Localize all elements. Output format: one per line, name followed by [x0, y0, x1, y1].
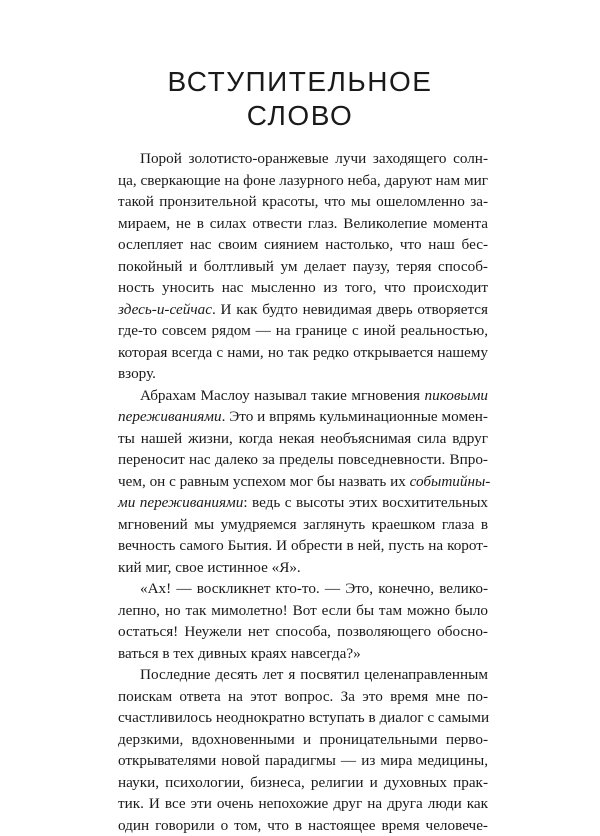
- text-run: чем, он с равным успехом мог бы назвать их: [118, 473, 410, 490]
- text-line: [118, 471, 488, 493]
- chapter-body: [118, 148, 488, 836]
- emphasis-text: здесь-и-сейчас: [118, 301, 212, 318]
- text-line: остаться! Неужели нет способа, позволяющего обосно-: [118, 621, 488, 643]
- text-line: ность уносить нас мысленно из того, что происходит: [118, 277, 488, 299]
- text-line: счастливилось неоднократно вступать в диалог с самыми: [118, 707, 488, 729]
- chapter-title-line-2: СЛОВО: [0, 100, 600, 132]
- paragraph: [118, 578, 488, 664]
- chapter-title-line-1: ВСТУПИТЕЛЬНОЕ: [0, 66, 600, 98]
- text-line: [118, 406, 488, 428]
- text-line: мираем, не в силах отвести глаз. Великолепие момента: [118, 213, 488, 235]
- text-line: ты нашей жизни, когда некая необъяснимая сила вдруг: [118, 428, 488, 450]
- text-line: [118, 492, 488, 514]
- text-line: Порой золотисто-оранжевые лучи заходящего солн-: [118, 148, 488, 170]
- text-run: Абрахам Маслоу называл такие мгновения: [140, 387, 425, 404]
- text-line: Последние десять лет я посвятил целенаправленным: [118, 664, 488, 686]
- paragraph: [118, 664, 488, 836]
- emphasis-text: ми переживаниями: [118, 494, 243, 511]
- text-line: такой пронзительной красоты, что мы ошеломленно за-: [118, 191, 488, 213]
- text-line: открывателями новой парадигмы — из мира медицины,: [118, 750, 488, 772]
- text-line: где-то совсем рядом — на границе с иной реальностью,: [118, 320, 488, 342]
- text-line: которая всегда с нами, но так редко открывается нашему: [118, 342, 488, 364]
- emphasis-text: событийны-: [410, 473, 491, 490]
- text-run: . И как будто невидимая дверь отворяется: [212, 301, 488, 318]
- text-line: кий миг, свое истинное «Я».: [118, 557, 488, 579]
- text-line: вечность самого Бытия. И обрести в ней, пусть на корот-: [118, 535, 488, 557]
- text-line: поискам ответа на этот вопрос. За это время мне по-: [118, 686, 488, 708]
- text-run: : ведь с высоты этих восхитительных: [243, 494, 488, 511]
- text-line: переносит нас далеко за пределы повседневности. Впро-: [118, 449, 488, 471]
- text-line: [118, 385, 488, 407]
- text-line: тик. И все эти очень непохожие друг на друга люди как: [118, 793, 488, 815]
- text-line: покойный и болтливый ум делает паузу, теряя способ-: [118, 256, 488, 278]
- text-line: ваться в тех дивных краях навсегда?»: [118, 643, 488, 665]
- text-line: «Ах! — воскликнет кто-то. — Это, конечно, велико-: [118, 578, 488, 600]
- text-line: ослепляет нас своим сиянием настолько, что наш бес-: [118, 234, 488, 256]
- paragraph: [118, 148, 488, 385]
- text-run: . Это и впрямь кульминационные момен-: [222, 408, 488, 425]
- paragraph: [118, 385, 488, 579]
- emphasis-text: пиковыми: [425, 387, 488, 404]
- text-line: мгновений мы умудряемся заглянуть краешком глаза в: [118, 514, 488, 536]
- text-line: [118, 299, 488, 321]
- text-line: лепно, но так мимолетно! Вот если бы там можно было: [118, 600, 488, 622]
- text-line: ца, сверкающие на фоне лазурного неба, даруют нам миг: [118, 170, 488, 192]
- emphasis-text: переживаниями: [118, 408, 222, 425]
- text-line: один говорили о том, что в настоящее время человече-: [118, 815, 488, 836]
- text-line: науки, психологии, бизнеса, религии и духовных прак-: [118, 772, 488, 794]
- text-line: взору.: [118, 363, 488, 385]
- text-line: дерзкими, вдохновенными и проницательными перво-: [118, 729, 488, 751]
